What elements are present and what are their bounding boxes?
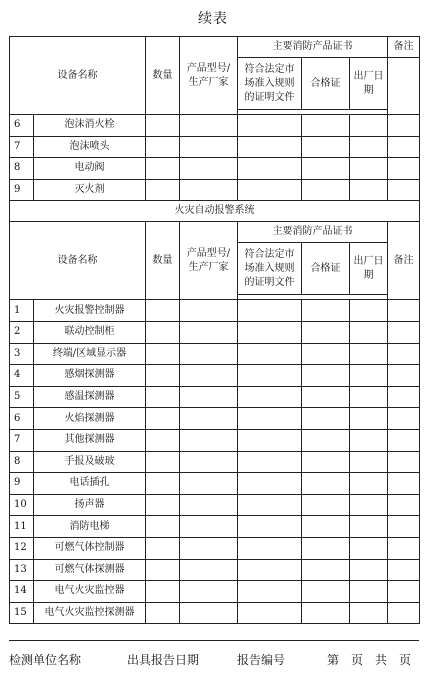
table-row	[10, 179, 420, 201]
empty-cell	[350, 158, 388, 180]
empty-cell	[180, 300, 238, 322]
empty-cell	[180, 115, 238, 137]
header2-cert-law: 符合法定市场准入规则的证明文件	[238, 243, 302, 295]
empty-cell	[238, 537, 302, 559]
row-number: 3	[10, 343, 34, 365]
empty-cell	[146, 473, 180, 495]
empty-cell	[180, 136, 238, 158]
row-number: 14	[10, 581, 34, 603]
empty-cell	[238, 559, 302, 581]
header-quantity: 数量	[146, 37, 180, 115]
row-device-name: 可燃气体控制器	[34, 537, 146, 559]
empty-cell	[238, 158, 302, 180]
empty-cell	[388, 179, 420, 201]
table-row	[10, 473, 420, 495]
page-title: 续表	[198, 11, 228, 27]
empty-cell	[388, 602, 420, 624]
empty-cell	[238, 602, 302, 624]
header-cert-quality: 合格证	[302, 58, 350, 110]
row-number: 9	[10, 473, 34, 495]
empty-cell	[388, 343, 420, 365]
empty-cell	[350, 581, 388, 603]
empty-cell	[302, 408, 350, 430]
row-number: 10	[10, 494, 34, 516]
table-row	[10, 537, 420, 559]
empty-cell	[238, 386, 302, 408]
empty-cell	[388, 136, 420, 158]
row-device-name: 感温探测器	[34, 386, 146, 408]
empty-cell	[238, 516, 302, 538]
empty-cell	[146, 408, 180, 430]
empty-cell	[350, 115, 388, 137]
empty-cell	[388, 581, 420, 603]
header2-device-name: 设备名称	[10, 222, 146, 300]
empty-cell	[238, 451, 302, 473]
table-row	[10, 321, 420, 343]
header-remarks: 备注	[388, 37, 420, 58]
empty-cell	[180, 386, 238, 408]
header2-cert-quality: 合格证	[302, 243, 350, 295]
empty-cell	[302, 115, 350, 137]
empty-cell	[302, 136, 350, 158]
row-device-name: 消防电梯	[34, 516, 146, 538]
empty-cell	[388, 408, 420, 430]
row-number: 13	[10, 559, 34, 581]
section-row-wrapper	[10, 201, 420, 300]
empty-cell	[180, 321, 238, 343]
empty-cell	[238, 494, 302, 516]
empty-cell	[146, 559, 180, 581]
empty-cell	[146, 516, 180, 538]
empty-cell	[350, 473, 388, 495]
empty-cell	[302, 581, 350, 603]
empty-cell	[350, 321, 388, 343]
empty-cell	[238, 136, 302, 158]
empty-cell	[302, 537, 350, 559]
empty-cell	[350, 408, 388, 430]
table-row	[10, 386, 420, 408]
header2-quantity: 数量	[146, 222, 180, 300]
header2-main-cert: 主要消防产品证书	[238, 222, 388, 243]
empty-cell	[302, 516, 350, 538]
footer-report-no: 报告编号	[237, 653, 286, 667]
table-body-group1	[10, 37, 420, 201]
equipment-table	[9, 36, 420, 624]
row-number: 6	[10, 408, 34, 430]
empty-cell	[146, 429, 180, 451]
table-row	[10, 343, 420, 365]
empty-cell	[350, 179, 388, 201]
empty-cell	[146, 300, 180, 322]
empty-cell	[146, 365, 180, 387]
table-row	[10, 158, 420, 180]
table-row	[10, 429, 420, 451]
row-number: 8	[10, 158, 34, 180]
empty-cell	[180, 516, 238, 538]
empty-cell	[238, 581, 302, 603]
empty-cell	[238, 300, 302, 322]
table-row	[10, 365, 420, 387]
empty-cell	[388, 321, 420, 343]
header-model-maker: 产品型号/生产厂家	[180, 37, 238, 115]
row-device-name: 灭火剂	[34, 179, 146, 201]
table-body-group2	[10, 300, 420, 624]
empty-cell	[302, 494, 350, 516]
empty-cell	[350, 300, 388, 322]
header2-factory-date: 出厂日期	[350, 243, 388, 295]
header2-remarks: 备注	[388, 222, 420, 300]
empty-cell	[238, 473, 302, 495]
row-device-name: 其他探测器	[34, 429, 146, 451]
footer-page: 第 页 共 页	[327, 653, 412, 667]
empty-cell	[180, 343, 238, 365]
empty-cell	[180, 365, 238, 387]
row-number: 6	[10, 115, 34, 137]
empty-cell	[146, 115, 180, 137]
empty-cell	[146, 136, 180, 158]
row-device-name: 联动控制柜	[34, 321, 146, 343]
table-row	[10, 408, 420, 430]
empty-cell	[388, 451, 420, 473]
empty-cell	[146, 451, 180, 473]
header-factory-date: 出厂日期	[350, 58, 388, 110]
empty-cell	[388, 559, 420, 581]
empty-cell	[146, 343, 180, 365]
empty-cell	[238, 321, 302, 343]
empty-cell	[350, 537, 388, 559]
row-number: 12	[10, 537, 34, 559]
table-row	[10, 516, 420, 538]
empty-cell	[302, 602, 350, 624]
row-number: 11	[10, 516, 34, 538]
empty-cell	[180, 451, 238, 473]
table-row	[10, 300, 420, 322]
row-device-name: 电气火灾监控探测器	[34, 602, 146, 624]
row-number: 2	[10, 321, 34, 343]
row-device-name: 终端/区域显示器	[34, 343, 146, 365]
section-title: 火灾自动报警系统	[10, 201, 420, 222]
empty-cell	[180, 559, 238, 581]
empty-cell	[302, 179, 350, 201]
header-main-cert: 主要消防产品证书	[238, 37, 388, 58]
report-footer	[9, 640, 419, 674]
empty-cell	[146, 494, 180, 516]
row-device-name: 扬声器	[34, 494, 146, 516]
empty-cell	[350, 516, 388, 538]
empty-cell	[388, 537, 420, 559]
empty-cell	[180, 179, 238, 201]
empty-cell	[388, 429, 420, 451]
empty-cell	[146, 321, 180, 343]
empty-cell	[302, 365, 350, 387]
empty-cell	[350, 494, 388, 516]
empty-cell	[146, 602, 180, 624]
empty-cell	[180, 602, 238, 624]
row-device-name: 电话插孔	[34, 473, 146, 495]
empty-cell	[180, 581, 238, 603]
empty-cell	[146, 581, 180, 603]
header-remarks-blank	[388, 58, 420, 115]
table-row	[10, 136, 420, 158]
empty-cell	[388, 473, 420, 495]
empty-cell	[238, 179, 302, 201]
row-device-name: 可燃气体探测器	[34, 559, 146, 581]
empty-cell	[302, 343, 350, 365]
empty-cell	[350, 386, 388, 408]
empty-cell	[350, 429, 388, 451]
row-device-name: 泡沫喷头	[34, 136, 146, 158]
footer-unit: 检测单位名称	[9, 653, 82, 667]
empty-cell	[388, 386, 420, 408]
empty-cell	[388, 300, 420, 322]
table-row	[10, 494, 420, 516]
empty-cell	[350, 136, 388, 158]
empty-cell	[238, 343, 302, 365]
empty-cell	[350, 343, 388, 365]
empty-cell	[238, 115, 302, 137]
empty-cell	[180, 408, 238, 430]
empty-cell	[180, 158, 238, 180]
empty-cell	[388, 158, 420, 180]
empty-cell	[238, 429, 302, 451]
empty-cell	[146, 537, 180, 559]
header-cert-law: 符合法定市场准入规则的证明文件	[238, 58, 302, 110]
row-number: 8	[10, 451, 34, 473]
footer-date: 出具报告日期	[127, 653, 200, 667]
empty-cell	[180, 429, 238, 451]
table-row	[10, 115, 420, 137]
empty-cell	[146, 179, 180, 201]
empty-cell	[388, 516, 420, 538]
row-device-name: 感烟探测器	[34, 365, 146, 387]
empty-cell	[302, 559, 350, 581]
empty-cell	[146, 386, 180, 408]
empty-cell	[302, 386, 350, 408]
empty-cell	[302, 321, 350, 343]
empty-cell	[350, 451, 388, 473]
row-number: 4	[10, 365, 34, 387]
row-device-name: 手报及破玻	[34, 451, 146, 473]
row-device-name: 电动阀	[34, 158, 146, 180]
empty-cell	[388, 494, 420, 516]
empty-cell	[350, 365, 388, 387]
header2-model-maker: 产品型号/生产厂家	[180, 222, 238, 300]
empty-cell	[302, 451, 350, 473]
table-row	[10, 451, 420, 473]
row-device-name: 泡沫消火栓	[34, 115, 146, 137]
empty-cell	[302, 158, 350, 180]
empty-cell	[388, 115, 420, 137]
empty-cell	[180, 473, 238, 495]
empty-cell	[238, 365, 302, 387]
empty-cell	[180, 537, 238, 559]
row-device-name: 火焰探测器	[34, 408, 146, 430]
table-row	[10, 602, 420, 624]
table-row	[10, 581, 420, 603]
header-device-name: 设备名称	[10, 37, 146, 115]
empty-cell	[350, 602, 388, 624]
table-row	[10, 559, 420, 581]
empty-cell	[302, 429, 350, 451]
empty-cell	[302, 300, 350, 322]
empty-cell	[238, 408, 302, 430]
empty-cell	[302, 473, 350, 495]
row-number: 5	[10, 386, 34, 408]
row-number: 9	[10, 179, 34, 201]
row-number: 7	[10, 136, 34, 158]
empty-cell	[146, 158, 180, 180]
row-number: 1	[10, 300, 34, 322]
empty-cell	[180, 494, 238, 516]
row-number: 7	[10, 429, 34, 451]
row-device-name: 电气火灾监控器	[34, 581, 146, 603]
row-number: 15	[10, 602, 34, 624]
empty-cell	[388, 365, 420, 387]
row-device-name: 火灾报警控制器	[34, 300, 146, 322]
empty-cell	[350, 559, 388, 581]
